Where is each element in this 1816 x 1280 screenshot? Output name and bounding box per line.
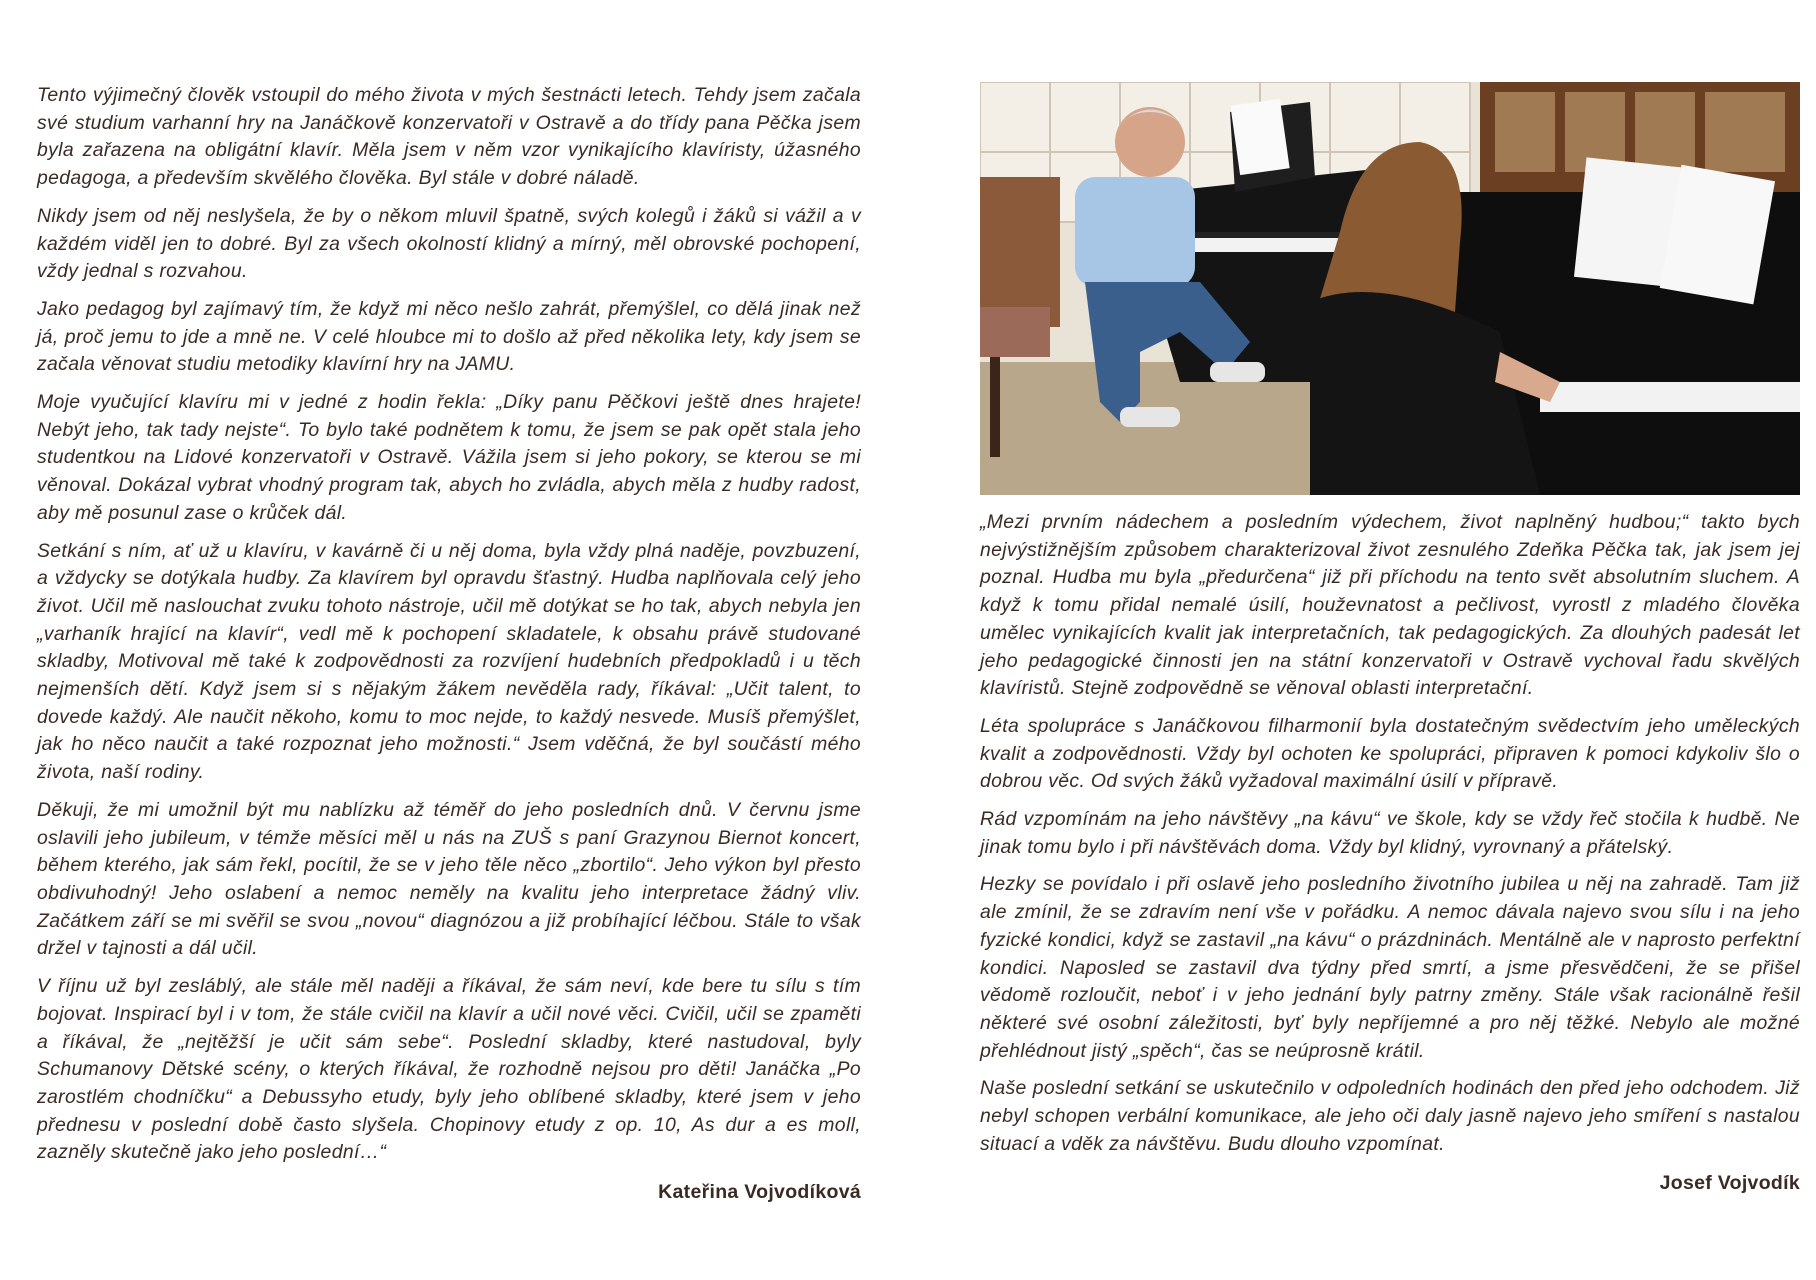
left-signature: Kateřina Vojvodíková — [658, 1181, 861, 1204]
right-signature: Josef Vojvodík — [1659, 1172, 1800, 1195]
left-paragraph-2: Nikdy jsem od něj neslyšela, že by o někom mluvil špatně, svých kolegů i žáků si vážil a v každém viděl jen to dobré. Byl za všech okolností klidný a mírný, měl obrovské pochopení, vždy jednal s rozvahou. — [37, 204, 861, 283]
right-paragraph-3: Rád vzpomínám na jeho návštěvy „na kávu“ ve škole, kdy se vždy řeč stočila k hudbě. Ne jinak tomu bylo i při návštěvách doma. Vždy byl klidný, vyrovnaný a přátelský. — [980, 808, 1800, 858]
left-column — [37, 82, 861, 1204]
left-paragraph-4: Moje vyučující klavíru mi v jedné z hodin řekla: „Díky panu Pěčkovi ještě dnes hrajete! Nebýt jeho, tak tady nejste“. To bylo také podnětem k tomu, že jsem se pak opět stala jeho studentkou na Lidové konzervatoři v Ostravě. Vážila jsem si jeho pokory, se kterou se mi věnoval. Dokázal vybrat vhodný program tak, abych ho zvládla, abych měla z hudby radost, aby mě posunul zase o krůček dál. — [37, 391, 861, 524]
left-paragraph-3: Jako pedagog byl zajímavý tím, že když mi něco nešlo zahrát, přemýšlel, co dělá jinak než já, proč jemu to jde a mně ne. V celé hloubce mi to došlo až před několika lety, kdy jsem se začala věnovat studiu metodiky klavírní hry na JAMU. — [37, 297, 861, 376]
left-paragraph-7: V říjnu už byl zesláblý, ale stále měl naději a říkával, že sám neví, kde bere tu sílu s tím bojovat. Inspirací byl i v tom, že stále cvičil na klavír a učil nové věci. Cvičil, učil se zpaměti a říkával, že „nejtěžší je učit sám sebe“. Poslední skladby, které nastudoval, byly Schumanovy Dětské scény, o kterých říkával, že rozhodně nejsou pro děti! Janáčka „Po zarostlém chodníčku“ a Debussyho etudy, byly jeho oblíbené skladby, které jsem v jeho přednesu v poslední době často slyšela. Chopinovy etudy z op. 10, As dur a es moll, zazněly skutečně jako jeho poslední…“ — [37, 975, 861, 1164]
right-column — [980, 82, 1800, 1195]
left-paragraph-1: Tento výjimečný člověk vstoupil do mého života v mých šestnácti letech. Tehdy jsem začala své studium varhanní hry na Janáčkově konzervatoři v Ostravě a do třídy pana Pěčka jsem byla zařazena na obligátní klavír. Měla jsem v něm vzor vynikajícího klavíristy, úžasného pedagoga, a především skvělého člověka. Byl stále v dobré náladě. — [37, 84, 861, 190]
left-paragraph-6: Děkuji, že mi umožnil být mu nablízku až téměř do jeho posledních dnů. V červnu jsme oslavili jeho jubileum, v témže měsíci měl u nás na ZUŠ s paní Grazynou Biernot koncert, během kterého, jak sám řekl, pocítil, že se v jeho těle něco „zbortilo“. Jeho výkon byl přesto obdivuhodný! Jeho oslabení a nemoc neměly na kvalitu jeho interpretace žádný vliv. Začátkem září se mi svěřil se svou „novou“ diagnózou a již probíhající léčbou. Stále to však držel v tajnosti a dál učil. — [37, 798, 861, 960]
right-paragraph-4: Hezky se povídalo i při oslavě jeho posledního životního jubilea u něj na zahradě. Tam již ale zmínil, že se zdravím není vše v pořádku. A nemoc dávala najevo svou sílu i na jeho fyzické kondici, když se zastavil „na kávu“ o prázdninách. Mentálně ale v naprosto perfektní kondici. Naposled se zastavil dva týdny před smrtí, a jsme přesvědčeni, že se přišel vědomě rozloučit, neboť i v jeho jednání byly patrny změny. Stále však racionálně řešil některé své osobní záležitosti, byť byly nepříjemné a pro něj těžké. Nebylo ale možné přehlédnout jistý „spěch“, čas se neúprosně krátil. — [980, 873, 1800, 1062]
right-paragraph-5: Naše poslední setkání se uskutečnilo v odpoledních hodinách den před jeho odchodem. Již nebyl schopen verbální komunikace, ale jeho oči daly jasně najevo jeho smíření s nastalou situací a vděk za návštěvu. Budu dlouho vzpomínat. — [980, 1077, 1800, 1155]
right-paragraph-2: Léta spolupráce s Janáčkovou filharmonií byla dostatečným svědectvím jeho uměleckých kvalit a zodpovědnosti. Vždy byl ochoten ke spolupráci, připraven k pomoci kdykoliv šlo o dobrou věc. Od svých žáků vyžadoval maximální úsilí v přípravě. — [980, 714, 1800, 793]
piano-lesson-photo — [980, 82, 1800, 495]
right-paragraph-1: „Mezi prvním nádechem a posledním výdechem, život naplněný hudbou;“ takto bych nejvýstižnějším způsobem charakterizoval život zesnulého Zdeňka Pěčka tak, jak jsem jej poznal. Hudba mu byla „předurčena“ již při příchodu na tento svět absolutním sluchem. A když k tomu přidal nemalé úsilí, houževnatost a pečlivost, vyrostl z mladého člověka umělec vynikajících kvalit jak interpretačních, tak pedagogických. Za dlouhých padesát let jeho pedagogické činnosti jen na státní konzervatoři v Ostravě vychoval řadu skvělých klavíristů. Stejně zodpovědně se věnoval oblasti interpretační. — [980, 511, 1800, 700]
left-paragraph-5: Setkání s ním, ať už u klavíru, v kavárně či u něj doma, byla vždy plná naděje, povzbuzení, a vždycky se dotýkala hudby. Za klavírem byl opravdu šťastný. Hudba naplňovala celý jeho život. Učil mě naslouchat zvuku tohoto nástroje, učil mě dotýkat se ho tak, abych nebyla jen „varhaník hrající na klavír“, vedl mě k pochopení skladatele, k obsahu právě studované skladby, Motivoval mě také k zodpovědnosti za rozvíjení hudebních předpokladů i u těch nejmenších dětí. Když jsem si s nějakým žákem nevěděla rady, říkával: „Učit talent, to dovede každý. Ale naučit někoho, komu to moc nejde, to každý nesvede. Musíš přemýšlet, jak ho něco naučit a také rozpoznat jeho možnosti.“ Jsem vděčná, že byl součástí mého života, naší rodiny. — [37, 539, 861, 784]
